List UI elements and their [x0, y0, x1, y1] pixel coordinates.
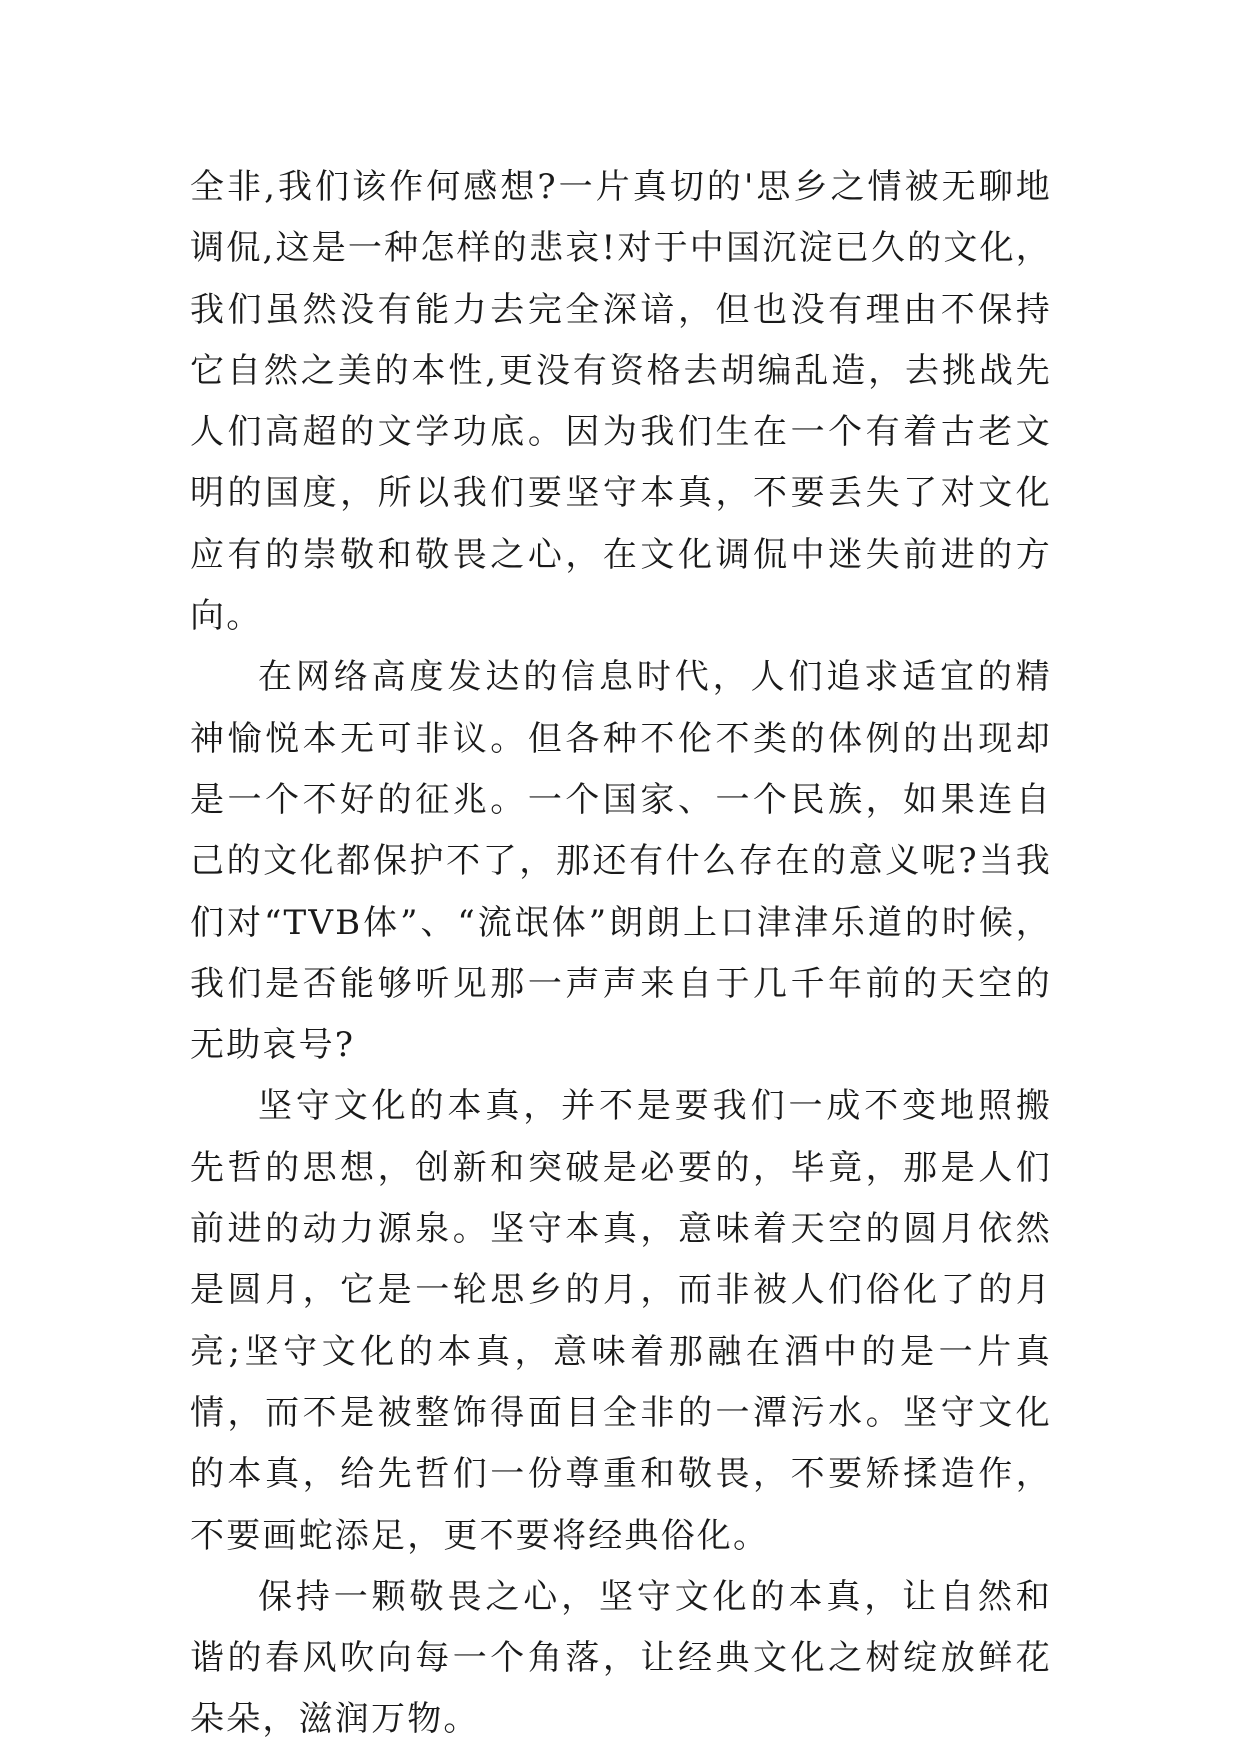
paragraph-4: 保持一颗敬畏之心，坚守文化的本真，让自然和谐的春风吹向每一个角落，让经典文化之树绽放鲜花朵朵，滋润万物。 [190, 1576, 1052, 1740]
paragraph-1: 全非,我们该作何感想?一片真切的'思乡之情被无聊地调侃,这是一种怎样的悲哀!对于中国沉淀已久的文化，我们虽然没有能力去完全深谙，但也没有理由不保持它自然之美的本性,更没有资格去胡编乱造，去挑战先人们高超的文学功底。因为我们生在一个有着古老文明的国度，所以我们要坚守本真，不要丢失了对文化应有的崇敬和敬畏之心，在文化调侃中迷失前进的方向。 [190, 167, 1052, 637]
essay-body [190, 157, 1052, 1751]
paragraph-2: 在网络高度发达的信息时代，人们追求适宜的精神愉悦本无可非议。但各种不伦不类的体例的出现却是一个不好的征兆。一个国家、一个民族，如果连自己的文化都保护不了，那还有什么存在的意义呢?当我们对“TVB体”、“流氓体”朗朗上口津津乐道的时候，我们是否能够听见那一声声来自于几千年前的天空的无助哀号? [190, 657, 1052, 1066]
paragraph-3: 坚守文化的本真，并不是要我们一成不变地照搬先哲的思想，创新和突破是必要的，毕竟，那是人们前进的动力源泉。坚守本真，意味着天空的圆月依然是圆月，它是一轮思乡的月，而非被人们俗化了的月亮;坚守文化的本真，意味着那融在酒中的是一片真情，而不是被整饰得面目全非的一潭污水。坚守文化的本真，给先哲们一份尊重和敬畏，不要矫揉造作，不要画蛇添足，更不要将经典俗化。 [190, 1086, 1052, 1556]
